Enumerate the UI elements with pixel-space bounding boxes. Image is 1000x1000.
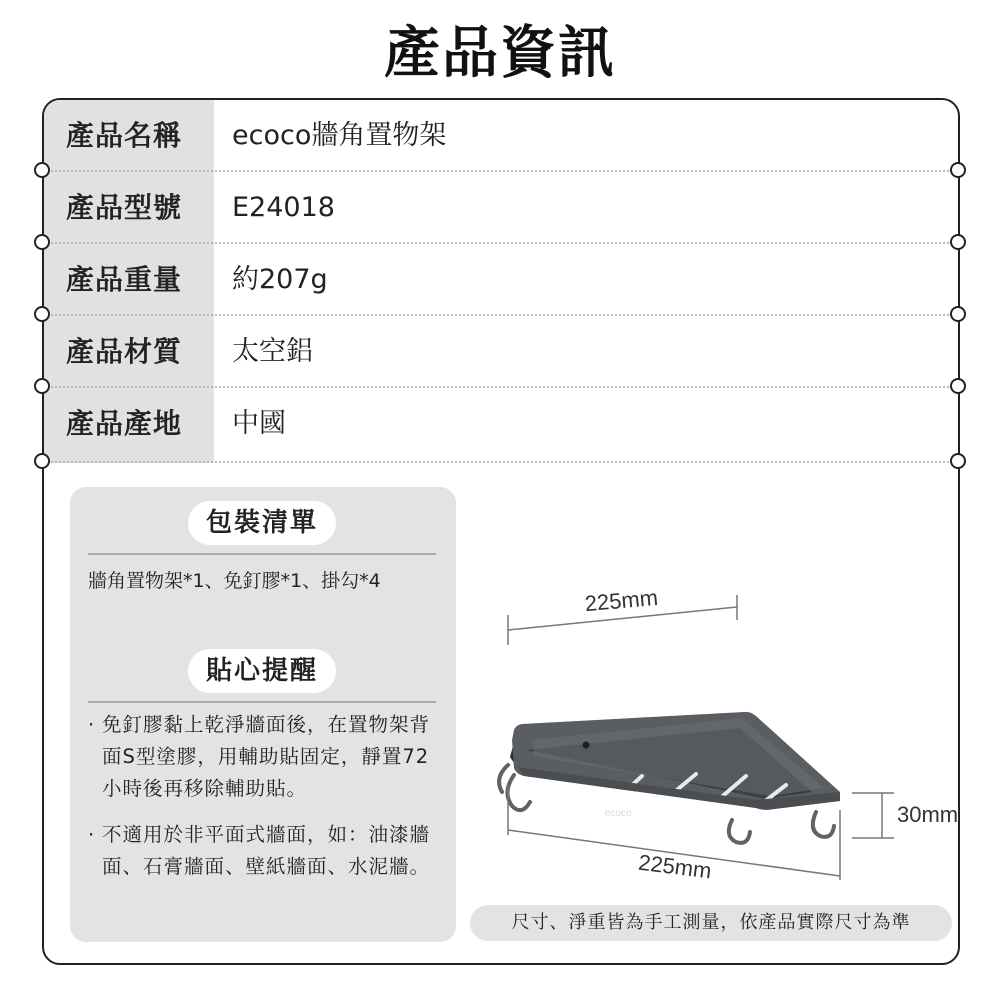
info-panel: [70, 487, 456, 942]
page-title: 產品資訊: [384, 21, 616, 86]
hook: [813, 812, 834, 837]
dim-height-label: 30mm: [897, 802, 959, 827]
spec-value: 約207g: [232, 264, 328, 295]
dimension-height: [852, 793, 958, 838]
notch-left: [34, 234, 50, 250]
spec-value: ecoco牆角置物架: [232, 120, 447, 151]
panel-divider: [88, 701, 436, 703]
row-divider: [44, 461, 957, 463]
hook: [507, 775, 530, 810]
spec-label: 產品名稱: [66, 119, 183, 152]
notch-right: [950, 234, 966, 250]
bullet: ·: [88, 713, 96, 736]
product-info-card: [42, 98, 960, 965]
spec-row-weight: [44, 244, 957, 316]
dimension-top: [508, 585, 737, 645]
spec-label: 產品材質: [66, 335, 183, 368]
spec-row-material: [44, 316, 957, 388]
notch-right: [950, 378, 966, 394]
panel-divider: [88, 553, 436, 555]
spec-value: E24018: [232, 192, 335, 223]
notch-left: [34, 378, 50, 394]
tip-item: [88, 709, 443, 805]
bullet: ·: [88, 823, 96, 846]
spec-label: 產品產地: [66, 407, 183, 440]
product-image: [474, 580, 959, 884]
shelf-body: [510, 712, 840, 819]
tip-text: 免釘膠黏上乾淨牆面後，在置物架背面S型塗膠，用輔助貼固定，靜置72小時後再移除輔助貼。: [102, 713, 431, 800]
notch-right: [950, 306, 966, 322]
notch-left: [34, 453, 50, 469]
spec-value: 中國: [232, 408, 286, 439]
spec-row-model: [44, 172, 957, 244]
corner-shelf-illustration: [474, 580, 959, 884]
spec-value: 太空鋁: [232, 336, 313, 367]
spec-label: 產品型號: [66, 191, 183, 224]
notch-left: [34, 306, 50, 322]
tip-text: 不適用於非平面式牆面，如：油漆牆面、石膏牆面、壁紙牆面、水泥牆。: [102, 823, 431, 878]
brand-mark: ecoco: [604, 808, 632, 819]
notch-right: [950, 453, 966, 469]
notch-left: [34, 162, 50, 178]
spec-label: 產品重量: [66, 263, 183, 296]
tip-item: [88, 819, 443, 883]
dim-top-label: 225mm: [583, 584, 659, 617]
tips-heading: 貼心提醒: [188, 649, 336, 693]
disclaimer: 尺寸、淨重皆為手工測量，依產品實際尺寸為準: [470, 905, 952, 941]
package-contents: 牆角置物架*1、免釘膠*1、掛勾*4: [88, 570, 381, 592]
hook: [729, 820, 750, 843]
spec-row-origin: [44, 388, 957, 460]
package-heading: 包裝清單: [188, 501, 336, 545]
dim-bottom-label: 225mm: [636, 849, 713, 884]
spec-row-name: [44, 100, 957, 172]
notch-right: [950, 162, 966, 178]
